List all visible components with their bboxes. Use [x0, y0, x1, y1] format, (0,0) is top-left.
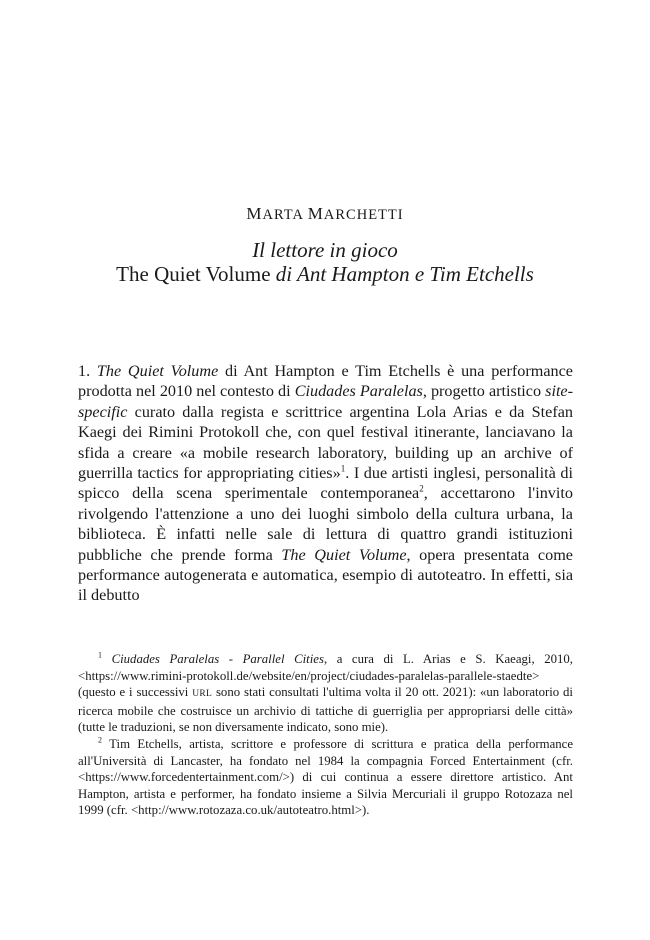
- footnote-1: [78, 651, 573, 736]
- footnote-text: Tim Etchells, artista, scrittore e professore di scrittura e pratica della performance all'Università di Lancaster, ha fondato nel 1984 la compagnia Forced Entertainment (cfr. <https://www.forcedentertainment.com/>) di cui continua a essere direttore artistico. Ant Hampton, artista e performer, ha fondato insieme a Silvia Mercuriali il gruppo Rotozaza nel 1999 (cfr. <http://www.rotozaza.co.uk/autoteatro.html>).: [78, 736, 574, 818]
- footnote-2: [78, 736, 573, 819]
- article-subtitle: [0, 262, 650, 287]
- project-title: Ciudades Paralelas: [294, 382, 423, 401]
- subtitle-authors: di Ant Hampton e Tim Etchells: [275, 262, 534, 286]
- author-last-rest: ARCHETTI: [323, 207, 404, 223]
- article-title: Il lettore in gioco: [252, 238, 398, 262]
- footnote-text: , a cura di L. Arias e S. Kaeagi, 2010, <https://www.rimini-protokoll.de/website/en/project/ciudades-paralelas-parallele-staedte> (questo e i successivi: [78, 652, 573, 700]
- subtitle-work-title: The Quiet Volume: [116, 262, 271, 286]
- footnotes: [78, 651, 573, 819]
- author-first-initial: M: [246, 204, 263, 223]
- work-title: The Quiet Volume: [96, 362, 219, 380]
- body-text: [78, 361, 573, 606]
- text-run: . I due artisti inglesi, personalità di spicco della scena sperimentale contemporanea: [78, 464, 574, 503]
- author-last-initial: M: [307, 204, 324, 223]
- text-run: , opera presentata come performance autogenerata e automatica, esempio di autoteatro. In effetti, sia il debutto: [78, 545, 573, 605]
- footnote-title: Ciudades Paralelas - Parallel Cities: [111, 652, 324, 666]
- footnote-ref-1: 1: [340, 463, 346, 474]
- text-run: curato dalla regista e scrittrice argentina Lola Arias e da Stefan Kaegi dei Rimini Protokoll che, con quel festival itinerante, lanciavano la sfida a creare «a mobile research laboratory, building up an archive of guerrilla tactics for appropriating cities»: [78, 402, 573, 483]
- text-run: di Ant Hampton e Tim Etchells è una performance prodotta nel 2010 nel contesto di: [78, 362, 573, 401]
- small-caps-term: URL: [192, 689, 213, 700]
- work-title: The Quiet Volume: [281, 545, 407, 564]
- footnote-number: 1: [98, 650, 102, 660]
- body-paragraph: [78, 361, 573, 606]
- footnote-text: sono stati consultati l'ultima volta il 20 ott. 2021): «un laboratorio di ricerca mobile che costruisce un archivio di tattiche di guerriglia per appropriarsi delle città» (tutte le traduzioni, se non diversamente indicato, sono mie).: [78, 685, 573, 735]
- italic-term: site-specific: [78, 382, 574, 421]
- footnote-ref-2: 2: [419, 484, 424, 495]
- text-run: 1.: [78, 362, 97, 380]
- footnote-number: 2: [98, 735, 102, 745]
- author-name: [0, 204, 650, 224]
- text-run: , accettarono l'invito rivolgendo l'attenzione a uno dei luoghi simbolo della cultura urbana, la biblioteca. È infatti nelle sale di lettura di quattro grandi istituzioni pubbliche che prende forma: [78, 484, 573, 564]
- author-first-rest: ARTA: [262, 207, 304, 223]
- text-run: , progetto artistico: [422, 382, 546, 401]
